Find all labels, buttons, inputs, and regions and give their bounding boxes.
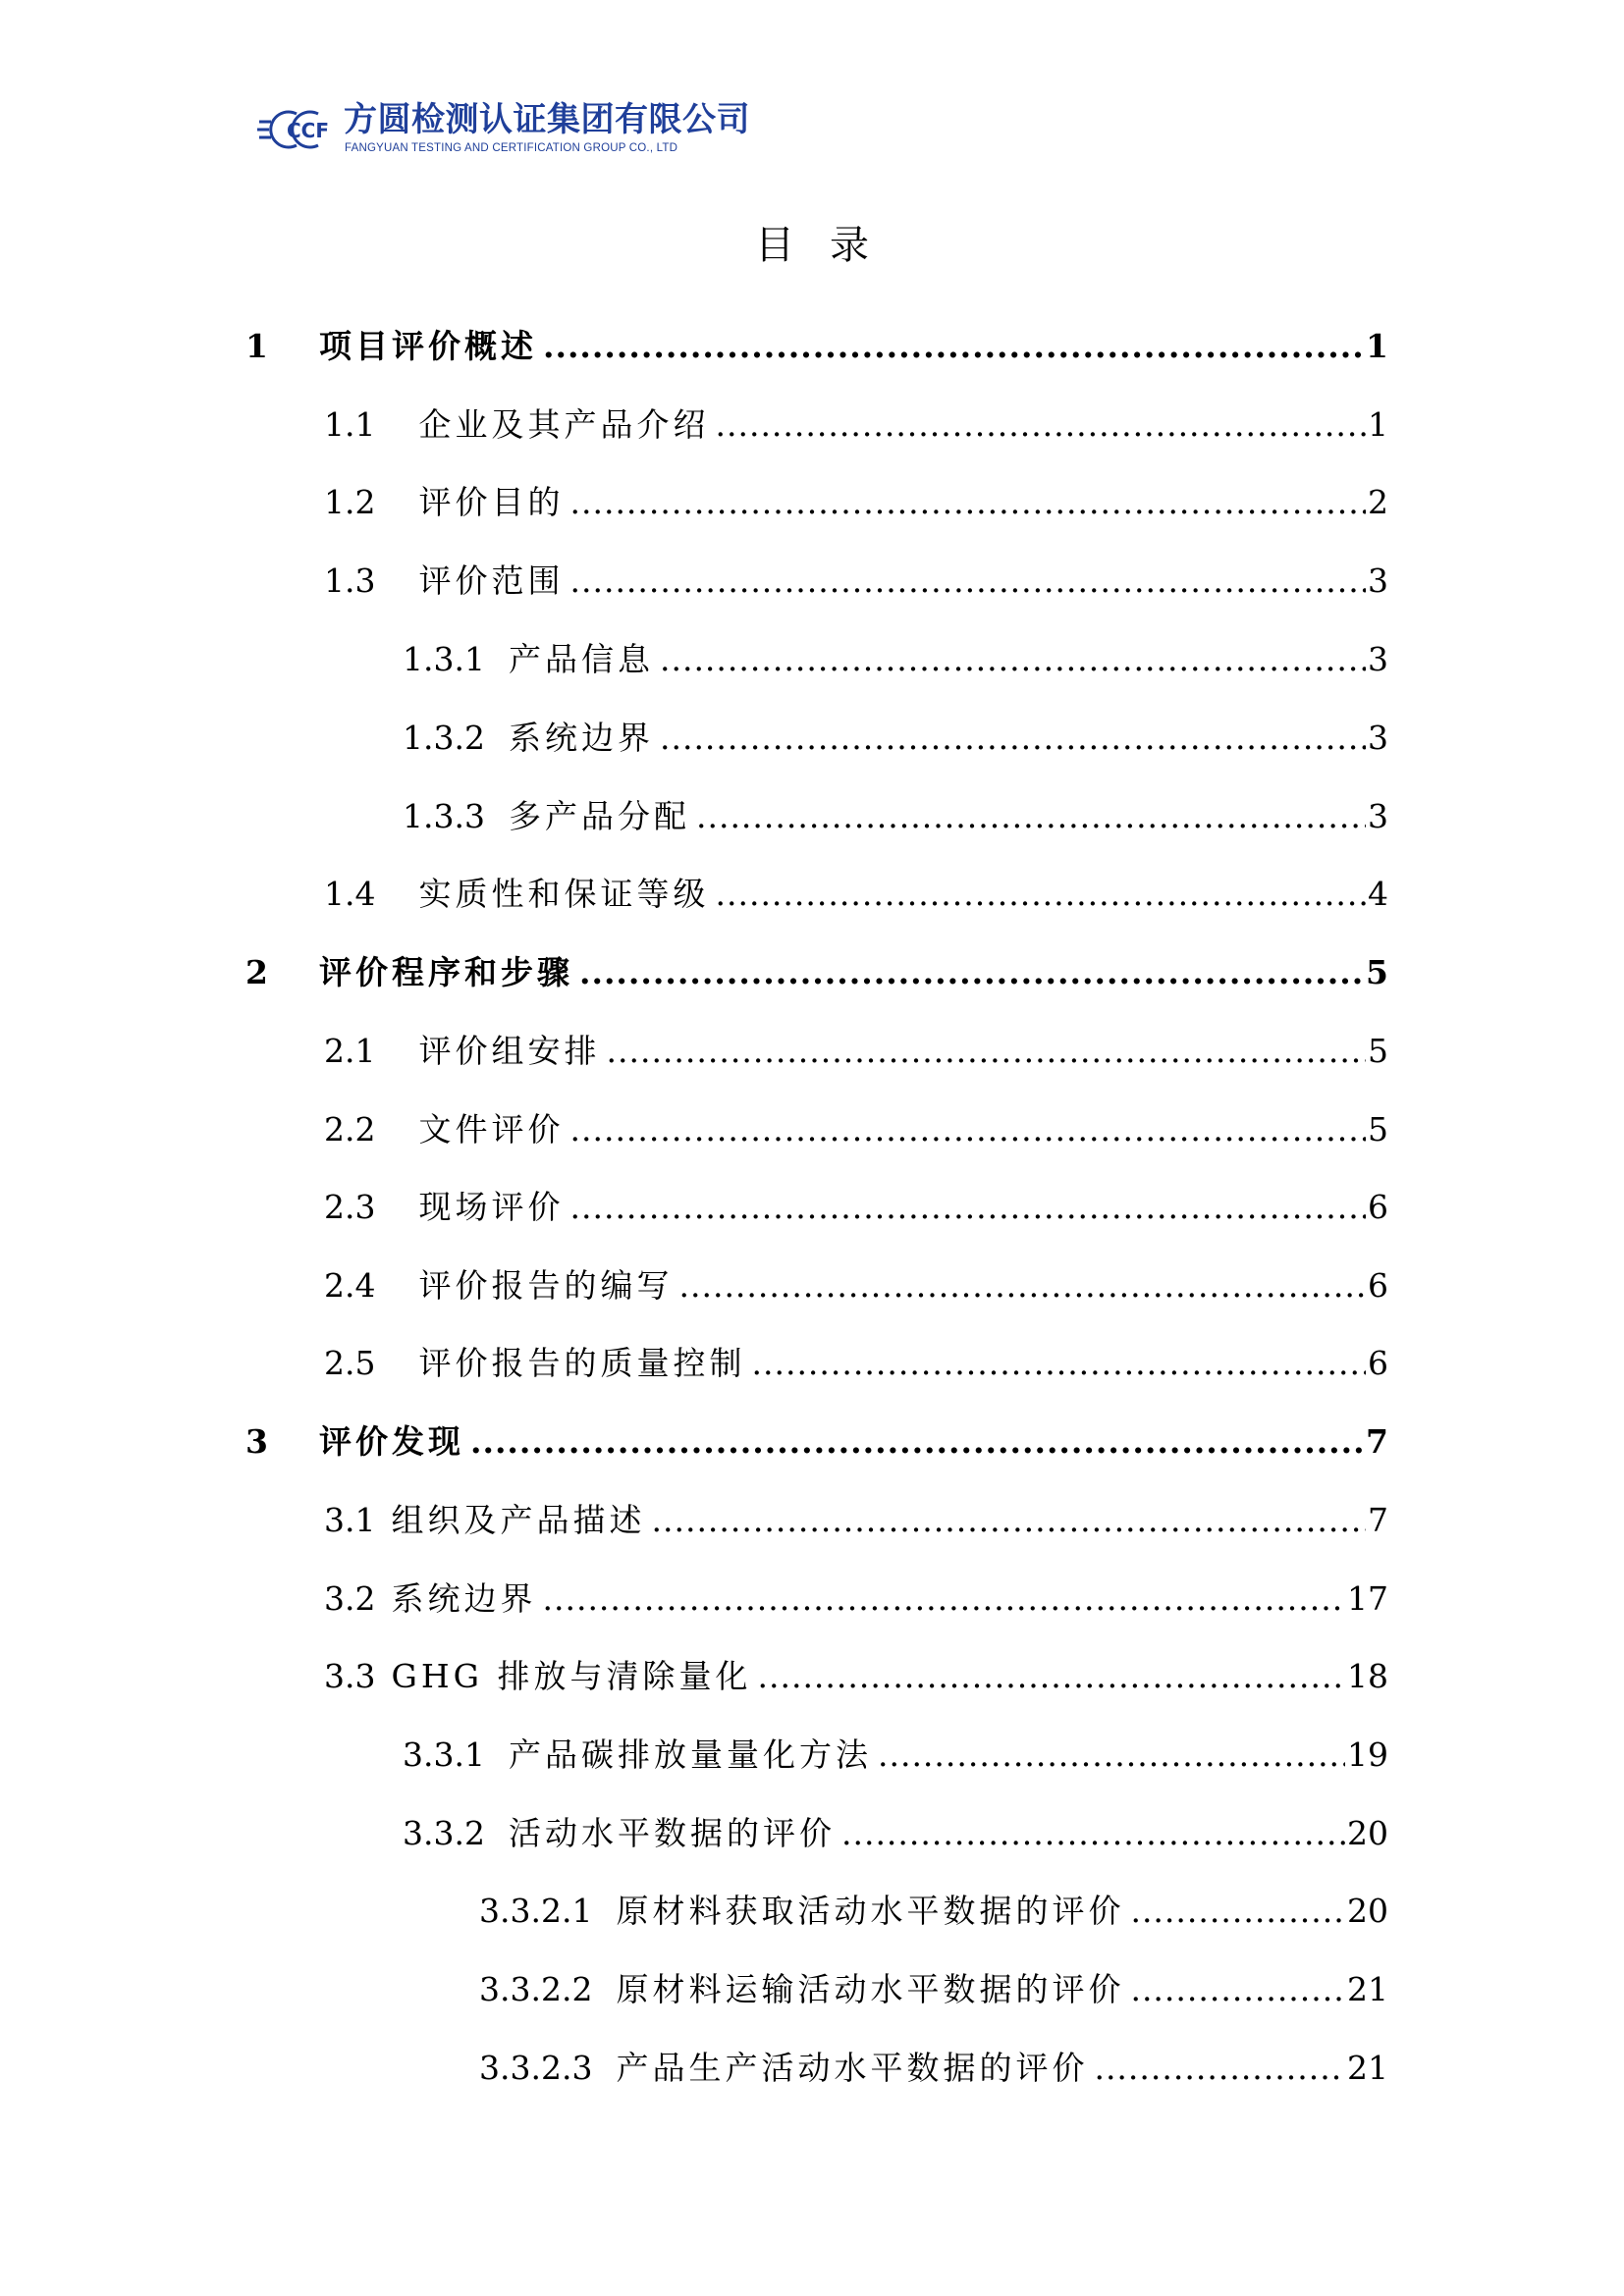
toc-entry[interactable]	[324, 560, 1388, 603]
toc-entry-number: 2.4	[324, 1266, 376, 1305]
toc-dot-leader	[660, 638, 1366, 681]
toc-dot-leader	[569, 560, 1366, 603]
svg-text:CCF: CCF	[287, 119, 330, 142]
toc-entry-page: 7	[1368, 1501, 1388, 1539]
company-name-cn: 方圆检测认证集团有限公司	[344, 100, 750, 139]
toc-dot-leader	[1094, 2047, 1345, 2090]
toc-entry-number: 1.2	[324, 483, 376, 521]
toc-entry[interactable]	[324, 1186, 1388, 1229]
toc-entry[interactable]	[479, 2047, 1388, 2090]
company-logo-icon	[257, 100, 340, 159]
toc-entry-number: 3.3.2.2	[479, 1970, 593, 2008]
toc-entry-page: 20	[1347, 1814, 1388, 1852]
toc-entry-page: 6	[1368, 1266, 1388, 1305]
toc-entry[interactable]	[403, 638, 1388, 681]
toc-entry-page: 2	[1368, 483, 1388, 521]
toc-entry-title: 组织及产品描述	[391, 1501, 646, 1539]
toc-entry-page: 5	[1368, 1110, 1388, 1148]
toc-entry-page: 17	[1347, 1579, 1388, 1618]
toc-entry-number: 3.3.2.3	[479, 2049, 593, 2087]
toc-entry-title: 评价报告的质量控制	[418, 1344, 746, 1382]
toc-entry-page: 7	[1366, 1422, 1388, 1461]
toc-entry-title: 系统边界	[508, 719, 654, 757]
toc-entry-page: 21	[1347, 2049, 1388, 2087]
toc-entry-number: 3.3.2.1	[479, 1892, 593, 1930]
toc-entry-page: 1	[1368, 405, 1388, 444]
toc-entry-number: 1	[245, 327, 268, 365]
toc-dot-leader	[715, 403, 1366, 447]
toc-entry-title: 产品碳排放量量化方法	[508, 1735, 872, 1774]
toc-entry-page: 20	[1347, 1892, 1388, 1930]
toc-dot-leader	[1130, 1968, 1345, 2011]
toc-dot-leader	[696, 795, 1366, 838]
toc-entry-number: 3.3.2	[403, 1814, 485, 1852]
toc-entry[interactable]	[324, 403, 1388, 447]
toc-entry-page: 21	[1347, 1970, 1388, 2008]
toc-entry[interactable]	[245, 325, 1388, 368]
toc-entry-title: 多产品分配	[508, 797, 690, 835]
toc-entry-title: 现场评价	[418, 1188, 565, 1226]
toc-entry-page: 3	[1368, 561, 1388, 600]
toc-entry-title: 原材料运输活动水平数据的评价	[616, 1970, 1125, 2008]
toc-entry[interactable]	[324, 1499, 1388, 1542]
toc-entry-title: 活动水平数据的评价	[508, 1814, 836, 1852]
toc-entry[interactable]	[324, 1577, 1388, 1621]
toc-title: 目录	[755, 223, 904, 268]
toc-dot-leader	[757, 1655, 1345, 1698]
toc-dot-leader	[569, 1108, 1366, 1151]
toc-dot-leader	[878, 1734, 1345, 1777]
toc-dot-leader	[1130, 1890, 1345, 1933]
toc-entry-title: GHG 排放与清除量化	[391, 1657, 752, 1695]
toc-entry[interactable]	[403, 795, 1388, 838]
toc-entry-number: 1.4	[324, 875, 376, 913]
toc-entry-page: 3	[1368, 719, 1388, 757]
toc-entry-number: 1.3.1	[403, 640, 485, 678]
toc-dot-leader	[569, 1186, 1366, 1229]
toc-entry-title: 评价报告的编写	[418, 1266, 674, 1305]
toc-entry[interactable]	[245, 951, 1388, 994]
toc-entry-number: 3.3	[324, 1657, 376, 1695]
toc-entry-page: 19	[1347, 1735, 1388, 1774]
toc-entry-number: 1.3.3	[403, 797, 485, 835]
toc-entry[interactable]	[403, 717, 1388, 760]
toc-entry-title: 评价程序和步骤	[318, 953, 573, 991]
toc-entry[interactable]	[403, 1734, 1388, 1777]
toc-entry[interactable]	[324, 873, 1388, 916]
toc-entry-title: 产品信息	[508, 640, 654, 678]
toc-dot-leader	[569, 481, 1366, 524]
toc-entry-title: 产品生产活动水平数据的评价	[616, 2049, 1089, 2087]
toc-entry-title: 文件评价	[418, 1110, 565, 1148]
toc-dot-leader	[715, 873, 1366, 916]
toc-dot-leader	[751, 1342, 1366, 1385]
toc-entry[interactable]	[479, 1968, 1388, 2011]
toc-dot-leader	[678, 1264, 1366, 1308]
toc-entry-page: 6	[1368, 1344, 1388, 1382]
toc-dot-leader	[651, 1499, 1366, 1542]
toc-entry-page: 4	[1368, 875, 1388, 913]
toc-entry[interactable]	[324, 481, 1388, 524]
toc-dot-leader	[841, 1812, 1345, 1855]
toc-entry-number: 3.2	[324, 1579, 376, 1618]
toc-entry-number: 2.3	[324, 1188, 376, 1226]
toc-entry[interactable]	[324, 1030, 1388, 1073]
toc-dot-leader	[470, 1420, 1364, 1464]
toc-entry-title: 系统边界	[391, 1579, 537, 1618]
toc-entry-title: 评价发现	[318, 1422, 464, 1461]
company-header	[257, 96, 807, 167]
toc-entry[interactable]	[324, 1264, 1388, 1308]
toc-entry-title: 评价组安排	[418, 1032, 601, 1070]
toc-entry-number: 2.2	[324, 1110, 376, 1148]
toc-entry[interactable]	[245, 1420, 1388, 1464]
toc-entry-number: 1.1	[324, 405, 376, 444]
toc-dot-leader	[543, 325, 1364, 368]
toc-entry-page: 5	[1368, 1032, 1388, 1070]
company-name-en: FANGYUAN TESTING AND CERTIFICATION GROUP CO., LTD	[345, 142, 678, 154]
toc-entry-title: 企业及其产品介绍	[418, 405, 710, 444]
toc-dot-leader	[579, 951, 1364, 994]
toc-entry[interactable]	[324, 1108, 1388, 1151]
toc-entry-number: 3	[245, 1422, 268, 1461]
toc-entry[interactable]	[324, 1655, 1388, 1698]
toc-entry-page: 1	[1366, 327, 1388, 365]
toc-entry-title: 项目评价概述	[318, 327, 537, 365]
toc-entry-title: 评价范围	[418, 561, 565, 600]
toc-entry-page: 6	[1368, 1188, 1388, 1226]
toc-entry-title: 评价目的	[418, 483, 565, 521]
toc-entry-page: 3	[1368, 797, 1388, 835]
toc-entry-number: 1.3.2	[403, 719, 485, 757]
toc-entry-number: 1.3	[324, 561, 376, 600]
toc-entry-number: 2	[245, 953, 268, 991]
toc-entry[interactable]	[479, 1890, 1388, 1933]
toc-dot-leader	[542, 1577, 1345, 1621]
toc-entry-page: 3	[1368, 640, 1388, 678]
toc-entry-number: 3.3.1	[403, 1735, 485, 1774]
toc-dot-leader	[660, 717, 1366, 760]
toc-entry[interactable]	[324, 1342, 1388, 1385]
toc-entry-number: 3.1	[324, 1501, 376, 1539]
toc-entry-page: 18	[1347, 1657, 1388, 1695]
toc-dot-leader	[606, 1030, 1366, 1073]
toc-entry-number: 2.5	[324, 1344, 376, 1382]
toc-entry-page: 5	[1366, 953, 1388, 991]
toc-entry[interactable]	[403, 1812, 1388, 1855]
toc-entry-number: 2.1	[324, 1032, 376, 1070]
toc-entry-title: 实质性和保证等级	[418, 875, 710, 913]
toc-entry-title: 原材料获取活动水平数据的评价	[616, 1892, 1125, 1930]
